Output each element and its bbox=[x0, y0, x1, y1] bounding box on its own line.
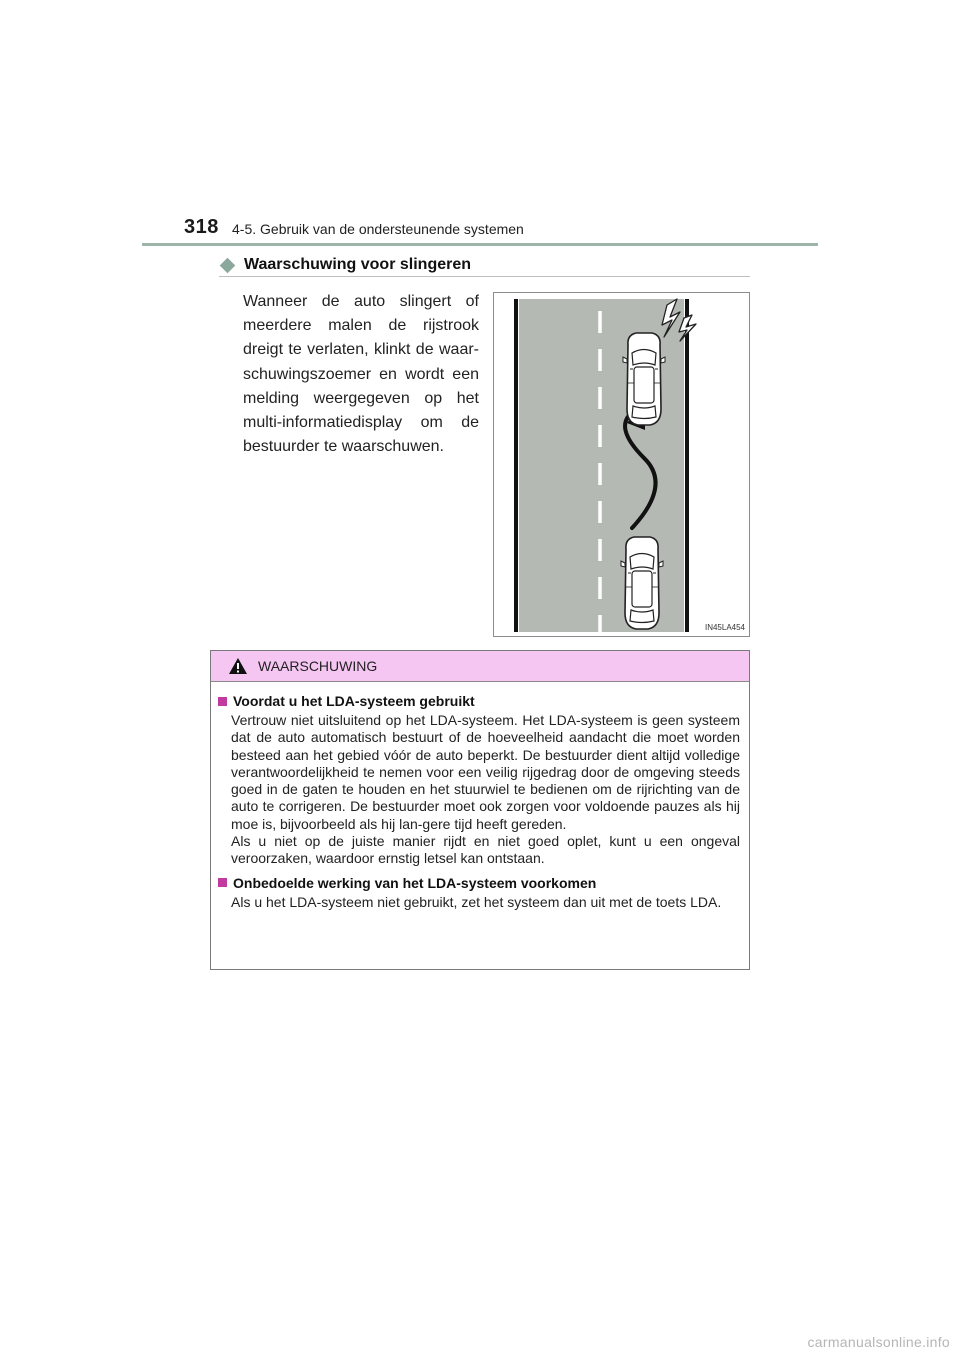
diamond-icon bbox=[220, 257, 236, 273]
warning-item-text: Als u niet op de juiste manier rijdt en niet goed oplet, kunt u een ongeval veroorzaken, waardoor ernstig letsel kan ontstaan. bbox=[231, 833, 740, 867]
warning-item-text: Vertrouw niet uitsluitend op het LDA-systeem. Het LDA-systeem is geen systeem dat de auto automatisch bestuurt of de hoeveelheid aandacht die moet worden besteed aan het gebied vóór de auto beperkt. De bestuurder dient altijd volledige verantwoordelijkheid te nemen voor een veilig rijgedrag door de omgeving steeds goed in de gaten te houden en het stuurwiel te bedienen om de rijrichting van de auto te corrigeren. De bestuurder moet ook zorgen voor voldoende pauzes als hij moe is, bijvoorbeeld als hij lan-gere tijd heeft gereden. bbox=[231, 712, 740, 832]
section-title: 4-5. Gebruik van de ondersteunende systemen bbox=[232, 221, 524, 237]
warning-item bbox=[218, 874, 740, 911]
car-top bbox=[623, 333, 665, 425]
warning-label: WAARSCHUWING bbox=[258, 658, 378, 674]
subsection-heading bbox=[219, 254, 750, 277]
warning-triangle-icon bbox=[228, 657, 248, 675]
watermark: carmanualsonline.info bbox=[807, 1334, 950, 1350]
warning-item-title-text: Onbedoelde werking van het LDA-systeem voorkomen bbox=[233, 874, 597, 891]
lane-sway-illustration bbox=[493, 292, 750, 637]
square-bullet-icon bbox=[218, 697, 227, 706]
figure-id: IN45LA454 bbox=[704, 623, 745, 632]
warning-item-title bbox=[218, 874, 740, 892]
warning-content bbox=[211, 682, 749, 911]
square-bullet-icon bbox=[218, 878, 227, 887]
page-number: 318 bbox=[184, 216, 219, 238]
warning-header bbox=[211, 651, 749, 682]
warning-item bbox=[218, 692, 740, 868]
car-bottom bbox=[621, 537, 663, 629]
warning-box bbox=[210, 650, 750, 970]
warning-item-text: Als u het LDA-systeem niet gebruikt, zet het systeem dan uit met de toets LDA. bbox=[231, 893, 722, 910]
illustration-graphic bbox=[494, 293, 751, 638]
subsection-title: Waarschuwing voor slingeren bbox=[244, 256, 472, 273]
body-paragraph: Wanneer de auto slingert of meerdere malen de rijstrook dreigt te verlaten, klinkt de waar-schuwingszoemer en wordt een melding weergegeven op het multi-informatiedisplay om de bestuurder te waarschuwen. bbox=[243, 293, 479, 456]
warning-item-title-text: Voordat u het LDA-systeem gebruikt bbox=[233, 693, 475, 709]
warning-item-title bbox=[218, 692, 740, 710]
header-rule bbox=[142, 243, 818, 246]
